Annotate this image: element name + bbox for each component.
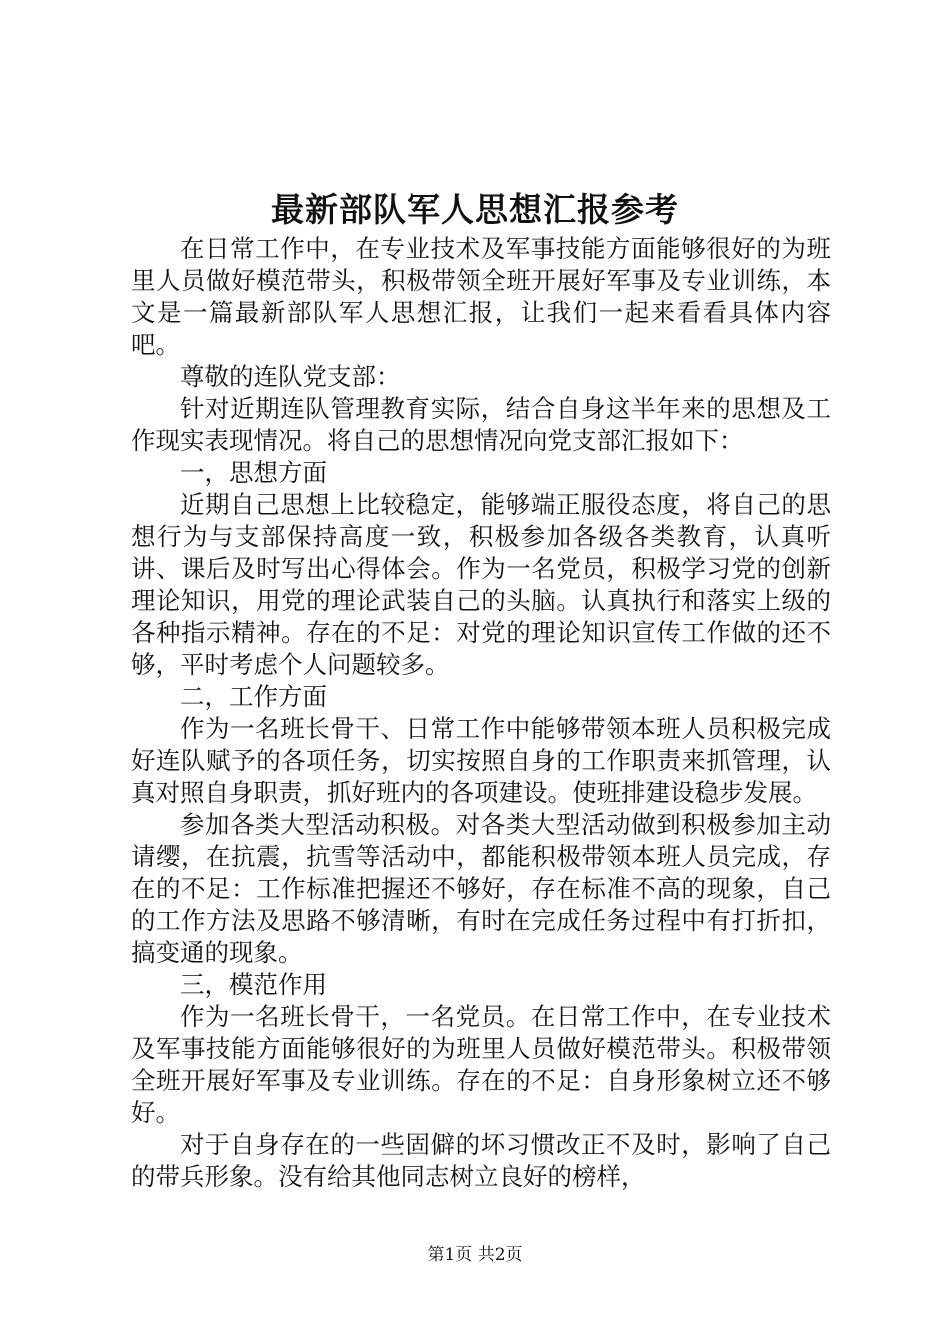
paragraph-thought: 近期自己思想上比较稳定，能够端正服役态度，将自己的思想行为与支部保持高度一致，积极参加各级各类教育，认真听讲、课后及时写出心得体会。作为一名党员，积极学习党的创新理论知识，用党的理论武装自己的头脑。认真执行和落实上级的各种指示精神。存在的不足：对党的理论知识宣传工作做的还不够，平时考虑个人问题较多。: [131, 490, 831, 679]
paragraph-salutation: 尊敬的连队党支部：: [180, 362, 401, 391]
paragraph-intro: 在日常工作中，在专业技术及军事技能方面能够很好的为班里人员做好模范带头，积极带领全班开展好军事及专业训练，本文是一篇最新部队军人思想汇报，让我们一起来看看具体内容吧。: [131, 234, 831, 359]
section-heading-work: 二，工作方面: [180, 682, 327, 711]
document-body: [131, 233, 831, 1193]
page-number-footer: 第1页 共2页: [427, 1245, 523, 1265]
paragraph-work: 作为一名班长骨干、日常工作中能够带领本班人员积极完成好连队赋予的各项任务，切实按照自身的工作职责来抓管理，认真对照自身职责，抓好班内的各项建设。使班排建设稳步发展。: [131, 714, 831, 807]
paragraph-role-model: 作为一名班长骨干，一名党员。在日常工作中，在专业技术及军事技能方面能够很好的为班里人员做好模范带头。积极带领全班开展好军事及专业训练。存在的不足：自身形象树立还不够好。: [131, 1002, 831, 1127]
document-title: 最新部队军人思想汇报参考: [271, 190, 679, 229]
paragraph-activities: 参加各类大型活动积极。对各类大型活动做到积极参加主动请缨，在抗震，抗雪等活动中，都能积极带领本班人员完成，存在的不足：工作标准把握还不够好，存在标准不高的现象，自己的工作方法及思路不够清晰，有时在完成任务过程中有打折扣，搞变通的现象。: [131, 810, 831, 967]
section-heading-role-model: 三，模范作用: [180, 970, 327, 999]
paragraph-habits: 对于自身存在的一些固僻的坏习惯改正不及时，影响了自己的带兵形象。没有给其他同志树立良好的榜样，: [131, 1130, 831, 1191]
paragraph-overview: 针对近期连队管理教育实际，结合自身这半年来的思想及工作现实表现情况。将自己的思想情况向党支部汇报如下：: [131, 394, 831, 455]
section-heading-thought: 一，思想方面: [180, 458, 327, 487]
